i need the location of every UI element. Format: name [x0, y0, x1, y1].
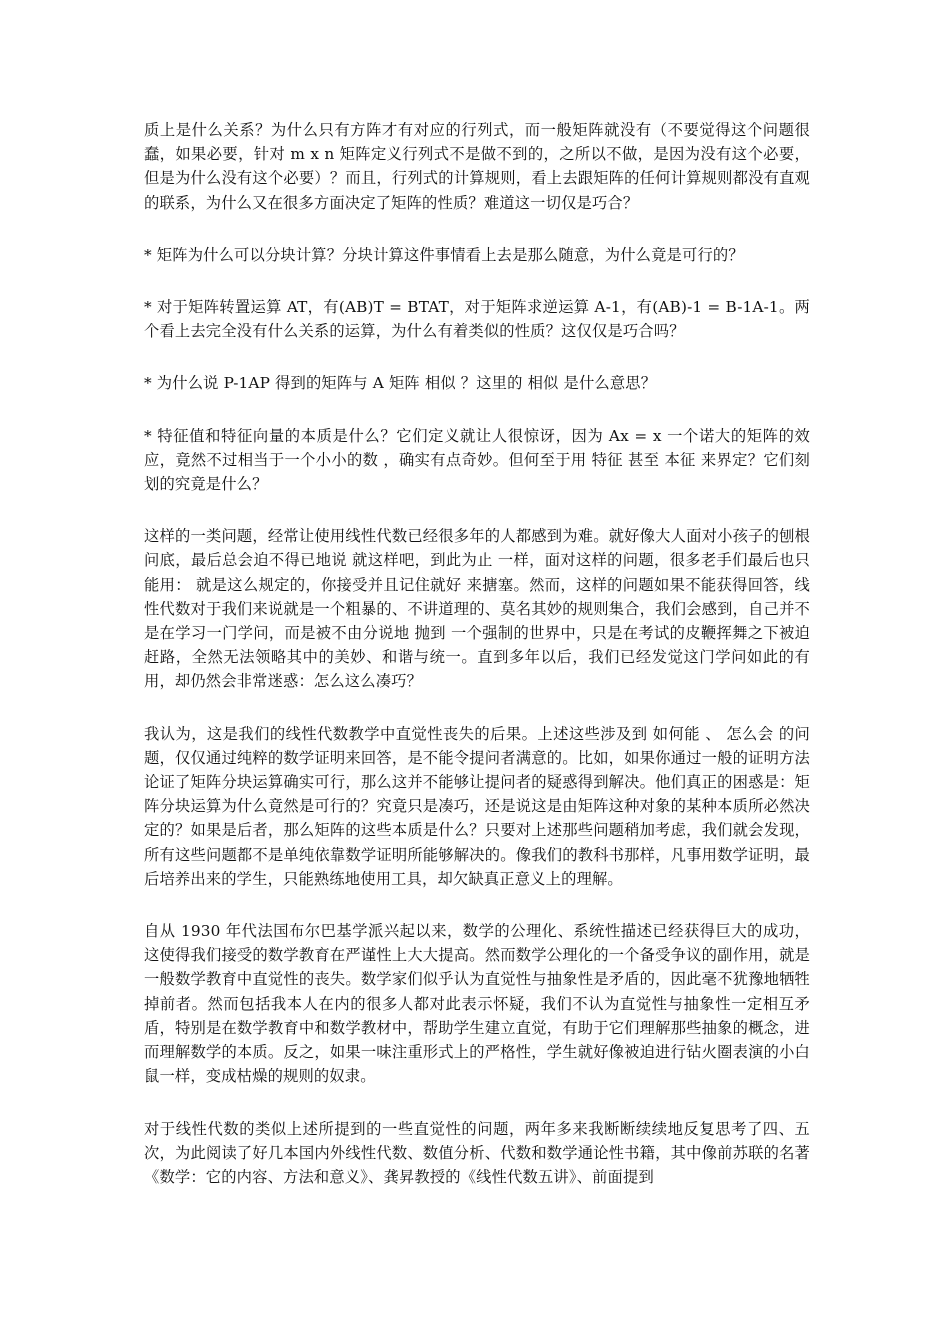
paragraph-eigen-question: * 特征值和特征向量的本质是什么？它们定义就让人很惊讶，因为 Ax = x 一个诺大的矩阵的效应，竟然不过相当于一个小小的数 ，确实有点奇妙。但何至于用 特征 甚至 本征 来界定？它们刻划的究竟是什么？	[144, 426, 810, 494]
paragraph-matrix-determinant-questions: 质上是什么关系？为什么只有方阵才有对应的行列式，而一般矩阵就没有（不要觉得这个问题很蠢，如果必要，针对 m x n 矩阵定义行列式不是做不到的，之所以不做，是因为没有这个必要，但是为什么没有这个必要）？而且，行列式的计算规则，看上去跟矩阵的任何计算规则都没有直观的联系，为什么又在很多方面决定了矩阵的性质？难道这一切仅是巧合？	[144, 121, 810, 212]
paragraph-bourbaki-history: 自从 1930 年代法国布尔巴基学派兴起以来，数学的公理化、系统性描述已经获得巨大的成功，这使得我们接受的数学教育在严谨性上大大提高。然而数学公理化的一个备受争议的副作用，就是一般数学教育中直觉性的丧失。数学家们似乎认为直觉性与抽象性是矛盾的，因此毫不犹豫地牺牲掉前者。然而包括我本人在内的很多人都对此表示怀疑，我们不认为直觉性与抽象性一定相互矛盾，特别是在数学教育中和数学教材中，帮助学生建立直觉，有助于它们理解那些抽象的概念，进而理解数学的本质。反之，如果一味注重形式上的严格性，学生就好像被迫进行钻火圈表演的小白鼠一样，变成枯燥的规则的奴隶。	[144, 922, 810, 1086]
paragraph-similarity-question: * 为什么说 P-1AP 得到的矩阵与 A 矩阵 相似 ？这里的 相似 是什么意思？	[144, 374, 657, 393]
paragraph-author-reflection: 对于线性代数的类似上述所提到的一些直觉性的问题，两年多来我断断续续地反复思考了四、五次，为此阅读了好几本国内外线性代数、数值分析、代数和数学通论性书籍，其中像前苏联的名著《数学：它的内容、方法和意义》、龚昇教授的《线性代数五讲》、前面提到	[144, 1119, 810, 1186]
document-body	[144, 118, 810, 1189]
paragraph-intuition-loss: 我认为，这是我们的线性代数教学中直觉性丧失的后果。上述这些涉及到 如何能 、 怎么会 的问题，仅仅通过纯粹的数学证明来回答，是不能令提问者满意的。比如，如果你通过一般的证明方法论证了矩阵分块运算确实可行，那么这并不能够让提问者的疑惑得到解决。他们真正的困惑是：矩阵分块运算为什么竟然是可行的？究竟只是凑巧，还是说这是由矩阵这种对象的某种本质所必然决定的？如果是后者，那么矩阵的这些本质是什么？只要对上述那些问题稍加考虑，我们就会发现，所有这些问题都不是单纯依靠数学证明所能够解决的。像我们的教科书那样，凡事用数学证明，最后培养出来的学生，只能熟练地使用工具，却欠缺真正意义上的理解。	[144, 724, 810, 888]
paragraph-transpose-inverse-question: * 对于矩阵转置运算 AT，有(AB)T = BTAT，对于矩阵求逆运算 A-1，有(AB)-1 = B-1A-1。两个看上去完全没有什么关系的运算，为什么有着类似的性质？这仅仅是巧合吗？	[144, 298, 810, 341]
paragraph-difficulty-discussion: 这样的一类问题，经常让使用线性代数已经很多年的人都感到为难。就好像大人面对小孩子的刨根问底，最后总会迫不得已地说 就这样吧，到此为止 一样，面对这样的问题，很多老手们最后也只能用： 就是这么规定的，你接受并且记住就好 来搪塞。然而，这样的问题如果不能获得回答，线性代数对于我们来说就是一个粗暴的、不讲道理的、莫名其妙的规则集合，我们会感到，自己并不是在学习一门学问，而是被不由分说地 抛到 一个强制的世界中，只是在考试的皮鞭挥舞之下被迫赶路，全然无法领略其中的美妙、和谐与统一。直到多年以后，我们已经发觉这门学问如此的有用，却仍然会非常迷惑：怎么这么凑巧？	[144, 527, 810, 691]
paragraph-block-computation-question: * 矩阵为什么可以分块计算？分块计算这件事情看上去是那么随意，为什么竟是可行的？	[144, 245, 744, 264]
